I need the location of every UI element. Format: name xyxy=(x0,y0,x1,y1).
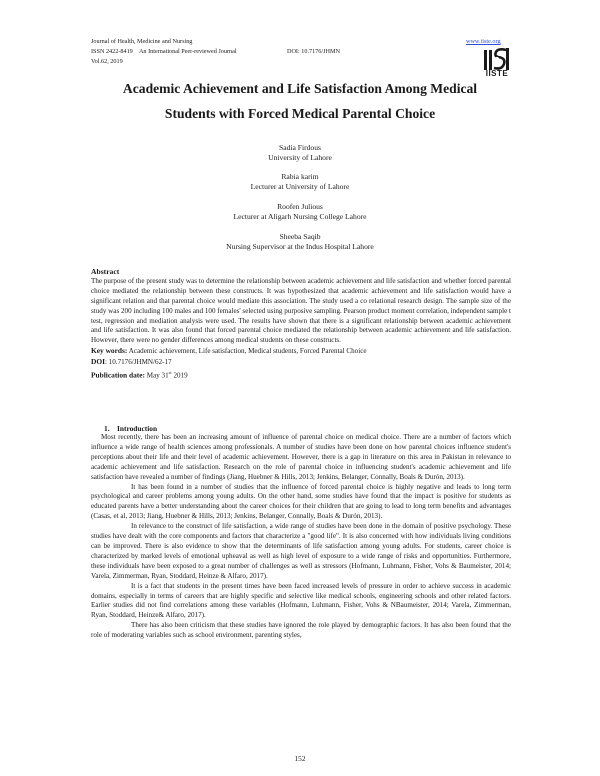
author-affiliation: University of Lahore xyxy=(268,153,332,162)
paper-title-line-2: Students with Forced Medical Parental Choice xyxy=(164,106,436,121)
introduction-body xyxy=(91,433,511,641)
author-name: Sheeba Saqib xyxy=(279,232,321,241)
issn: ISSN 2422-8419 xyxy=(91,48,133,55)
author-affiliation: Lecturer at Aligarh Nursing College Lahore xyxy=(233,212,367,221)
author-affiliation: Nursing Supervisor at the Indus Hospital Lahore xyxy=(226,242,374,251)
paragraph: It is a fact that students in the present times have been faced increased levels of pressure in order to achieve success in academic domains, especially in terms of careers that are highly specific and selective like medical schools, engineering schools and other related factors. Earlier studies did not find correlations among these variables (Hofmann, Luhmann, Fisher, Vohs & NBaumeister, 2014; Varela, Zimmerman, Ryan, Stoddard, Heinze& Alfaro, 2017). xyxy=(91,581,511,620)
journal-url-link[interactable]: www.iiste.org xyxy=(466,38,501,45)
author-block xyxy=(100,232,500,252)
paragraph: In relevance to the construct of life satisfaction, a wide range of studies have been done in the domain of positive psychology. These studies have dealt with the core components and factors that characterize a "good life". It is also concerned with how individuals living conditions can be improved. There is also evidence to show that the determinants of life satisfaction among young adults. For students, career choice is characterized by marked levels of emotional upheaval as well as high level of exposure to a wide range of risks and opportunities. Furthermore, these individuals have been exposed to a great number of challenges as well as stressors (Hofmann, Luhmann, Fisher, Vohs & Baumeister, 2014; Varela, Zimmerman, Ryan, Stoddard, Heinze & Alfaro, 2017). xyxy=(91,522,511,580)
section-title: Introduction xyxy=(117,424,158,433)
author-block xyxy=(100,172,500,192)
publication-date: May 31 xyxy=(146,371,169,380)
paper-title-line-1: Academic Achievement and Life Satisfaction Among Medical xyxy=(122,81,478,96)
keywords-line xyxy=(91,346,511,357)
section-heading-introduction xyxy=(104,424,157,433)
abstract-text: The purpose of the present study was to determine the relationship between academic achievement and life satisfaction and whether forced parental choice mediated the relationship between these constructs. It was hypothesized that academic achievement and life satisfaction would have a significant relation and that parental choice would mediate this association. The study used a co relational research design. The sample size of the study was 200 including 100 males and 100 females' selected using purposive sampling. Pearson product moment correlation, independent sample t test, regression and mediation analysis were used. The results have shown that there is a significant relationship between academic achievement and life satisfaction. It was also found that forced parental choice mediated the relationship between academic achievement and life satisfaction. However, there were no gender differences among medical students on these constructs. xyxy=(91,276,511,345)
publication-date-line xyxy=(91,368,511,381)
author-affiliation: Lecturer at University of Lahore xyxy=(250,182,350,191)
author-block xyxy=(100,143,500,163)
page-number: 152 xyxy=(294,754,306,763)
keywords-label: Key words: xyxy=(91,346,128,356)
abstract-heading: Abstract xyxy=(91,267,120,276)
author-block xyxy=(100,202,500,222)
issn-line xyxy=(91,48,340,56)
journal-doi: DOI: 10.7176/JHMN xyxy=(287,48,340,55)
section-number: 1. xyxy=(104,424,110,433)
author-name: Rabia karim xyxy=(281,172,319,181)
article-doi: : 10.7176/JHMN/62-17 xyxy=(104,358,172,367)
journal-name: Journal of Health, Medicine and Nursing xyxy=(91,38,193,45)
paragraph: There has also been criticism that these studies have ignored the role played by demographic factors. It has also been found that the role of moderating variables such as school environment, parenting styles, xyxy=(91,621,511,640)
publication-date-suffix: st xyxy=(168,370,172,376)
author-name: Roofen Julious xyxy=(277,202,323,211)
paragraph: Most recently, there has been an increasing amount of influence of parental choice on medical choice. There are a number of factors which influence a wide range of health sciences among professionals. A number of studies have been done on how parental choices influence student's perceptions about their life and their level of academic achievement. However, there is a gap in literature on this area in Pakistan in relevance to academic achievement and life satisfaction. Research on the role of parental choice in influencing student's academic achievement and life satisfaction have revealed a number of findings (Jiang, Huebner & Hills, 2013; Jenkins, Belanger, Connally, Boals & Durón, 2013). xyxy=(91,433,511,481)
author-name: Sadia Firdous xyxy=(279,143,321,152)
doi-label: DOI xyxy=(91,357,105,367)
keywords: Academic achievement, Life satisfaction, Medical students, Forced Parental Choice xyxy=(128,347,367,356)
logo-text: IISTE xyxy=(485,69,509,78)
abstract-section xyxy=(91,267,511,381)
publication-year: 2019 xyxy=(171,371,188,380)
doi-line xyxy=(91,357,511,368)
peer-reviewed-label: An International Peer-reviewed Journal xyxy=(138,48,237,55)
publication-date-label: Publication date: xyxy=(91,370,145,380)
volume: Vol.62, 2019 xyxy=(91,58,123,65)
paragraph: It has been found in a number of studies that the influence of forced parental choice is highly negative and leads to long term psychological and career problems among young adults. On the other hand, some studies have found that the impact is positive for students as educated parents have a better understanding about the career choices for their children that are going to lead to long term benefits and advantages (Casas, et al, 2013; Jiang, Huebner & Hills, 2013; Jenkins, Belanger, Connally, Boals & Durón, 2013). xyxy=(91,482,511,521)
